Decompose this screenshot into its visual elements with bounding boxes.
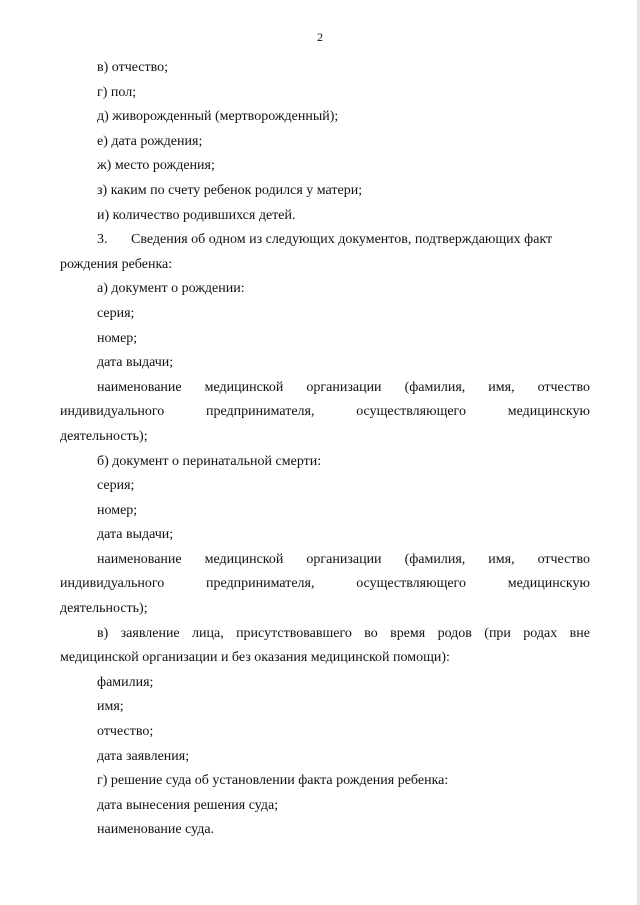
word: отчество: [537, 379, 590, 395]
word: осуществляющего: [356, 404, 466, 420]
doc-b-org-line2: [60, 572, 590, 597]
doc-d-court: наименование суда.: [97, 822, 215, 838]
word: медицинскую: [507, 404, 590, 420]
doc-a-org-line2: [60, 400, 590, 425]
word: имя,: [488, 379, 515, 395]
word: время: [390, 625, 426, 641]
section-3-heading: [60, 228, 590, 253]
list-item: г) пол;: [97, 84, 137, 100]
page-number: 2: [317, 30, 323, 44]
list-item: д) живорожденный (мертворожденный);: [97, 109, 339, 125]
word: индивидуального: [60, 576, 165, 592]
word: осуществляющего: [356, 576, 466, 592]
section-3-heading-continuation: рождения ребенка:: [60, 256, 173, 272]
word: наименование: [97, 379, 182, 395]
word: медицинской: [204, 551, 284, 567]
section-3-number: 3.: [97, 232, 108, 248]
doc-c-name: имя;: [97, 699, 124, 715]
doc-b-title: б) документ о перинатальной смерти:: [97, 453, 322, 469]
word: родах: [523, 625, 558, 641]
word: в): [97, 625, 109, 641]
word: (фамилия,: [404, 551, 466, 567]
doc-b-date: дата выдачи;: [97, 527, 174, 543]
doc-a-date: дата выдачи;: [97, 355, 174, 371]
word: организации: [306, 551, 382, 567]
word: во: [364, 625, 378, 641]
word: предпринимателя,: [205, 404, 315, 420]
doc-c-patronymic: отчество;: [97, 724, 154, 740]
word: (при: [484, 625, 511, 641]
list-item: з) каким по счету ребенок родился у матери;: [97, 182, 363, 198]
word: медицинской: [204, 379, 284, 395]
doc-d-date: дата вынесения решения суда;: [97, 797, 279, 813]
doc-a-number: номер;: [97, 330, 138, 346]
doc-c-title-line2: медицинской организации и без оказания медицинской помощи):: [60, 650, 450, 666]
list-item: и) количество родившихся детей.: [97, 207, 296, 223]
word: медицинскую: [507, 576, 590, 592]
doc-b-org-line1: [60, 548, 590, 573]
document-body: [60, 56, 590, 843]
doc-a-series: серия;: [97, 305, 135, 321]
list-item: е) дата рождения;: [97, 133, 203, 149]
word: присутствовавшего: [236, 625, 352, 641]
word: предпринимателя,: [205, 576, 315, 592]
word: лица,: [192, 625, 224, 641]
word: имя,: [488, 551, 515, 567]
word: родов: [437, 625, 472, 641]
doc-a-title: а) документ о рождении:: [97, 281, 245, 297]
section-3-heading-text: Сведения об одном из следующих документов, подтверждающих факт: [131, 232, 553, 248]
doc-b-org-line3: деятельность);: [60, 601, 148, 617]
word: (фамилия,: [404, 379, 466, 395]
word: вне: [569, 625, 590, 641]
doc-a-org-line1: [60, 376, 590, 401]
word: заявление: [120, 625, 180, 641]
doc-c-date: дата заявления;: [97, 748, 190, 764]
list-item: ж) место рождения;: [97, 158, 215, 174]
list-item: в) отчество;: [97, 60, 169, 75]
doc-b-number: номер;: [97, 502, 138, 518]
word: отчество: [537, 551, 590, 567]
doc-a-org-line3: деятельность);: [60, 428, 148, 444]
word: наименование: [97, 551, 182, 567]
doc-d-title: г) решение суда об установлении факта рождения ребенка:: [97, 773, 449, 789]
doc-b-series: серия;: [97, 478, 135, 494]
word: организации: [306, 379, 382, 395]
doc-c-surname: фамилия;: [97, 674, 154, 690]
doc-c-title-line1: [60, 622, 590, 647]
word: индивидуального: [60, 404, 165, 420]
